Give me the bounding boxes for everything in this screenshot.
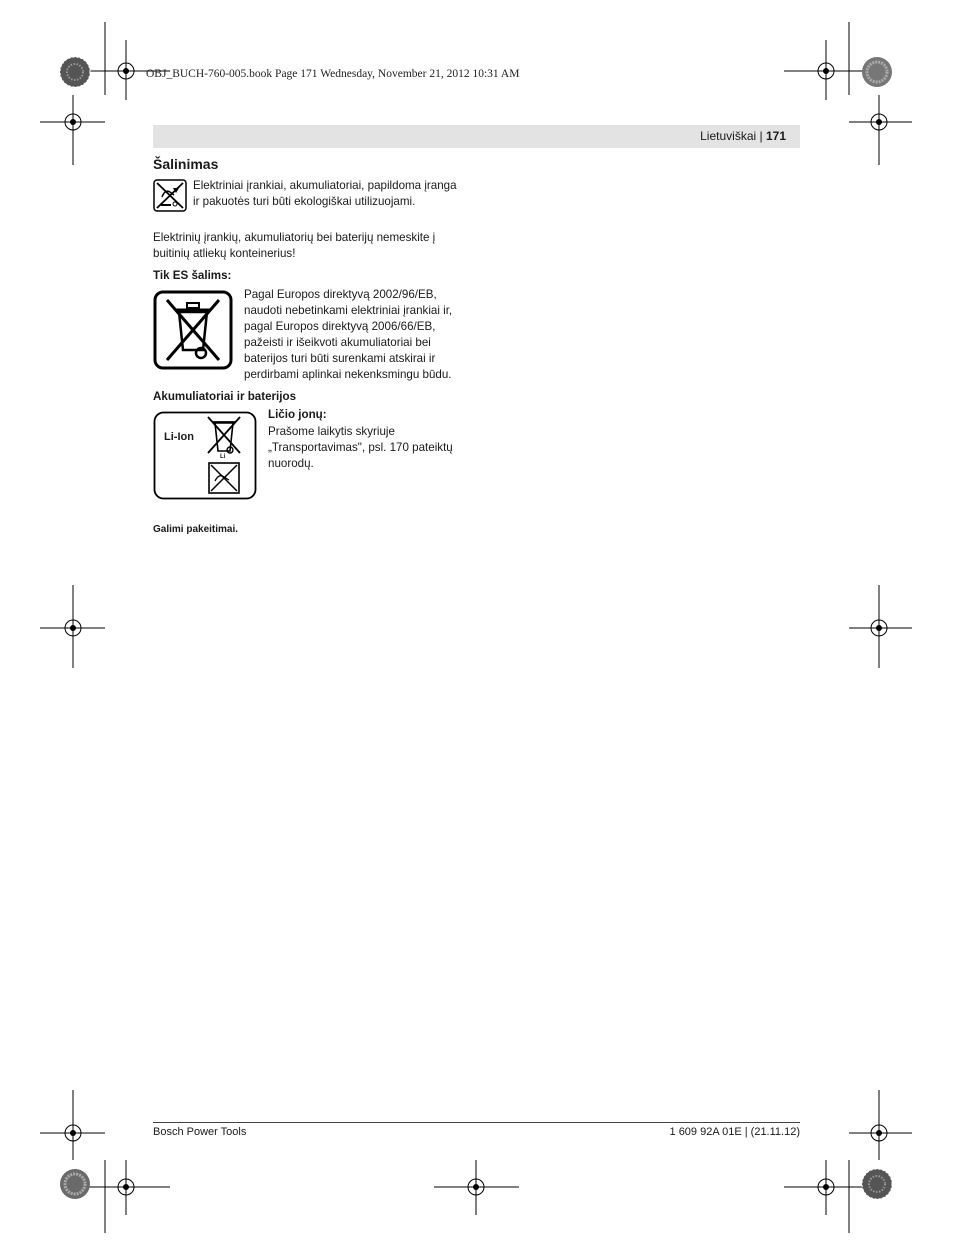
disposal-warning: Elektrinių įrankių, akumuliatorių bei baterijų nemeskite į buitinių atliekų konteinerius! — [153, 231, 436, 260]
changes-note: Galimi pakeitimai. — [153, 524, 239, 535]
footer-left: Bosch Power Tools — [153, 1126, 247, 1138]
running-head-language: Lietuviškai — [700, 129, 757, 143]
running-head-bar — [153, 125, 800, 148]
running-head-separator: | — [759, 129, 763, 143]
footer-right: 1 609 92A 01E | (21.11.12) — [669, 1126, 800, 1138]
disposal-intro: Elektriniai įrankiai, akumuliatoriai, papildoma įranga ir pakuotės turi būti ekologiškai utilizuojami. — [193, 179, 457, 208]
print-header: OBJ_BUCH-760-005.book Page 171 Wednesday, November 21, 2012 10:31 AM — [146, 68, 520, 80]
footer-rule — [153, 1122, 800, 1123]
eu-text: Pagal Europos direktyvą 2002/96/EB, naudoti nebetinkami elektriniai įrankiai ir, pagal Europos direktyvą 2006/66/EB, pažeisti ir išeikvoti akumuliatoriai bei baterijos turi būti surenkami atskirai ir perdirbami aplinkai nekenksmingu būdu. — [244, 288, 453, 381]
li-ion-text: Prašome laikytis skyriuje „Transportavimas", psl. 170 pateiktų nuorodų. — [268, 425, 453, 470]
page-number: 171 — [765, 129, 786, 143]
crossed-bin-icon — [153, 290, 233, 370]
li-small-label: Li — [220, 454, 226, 460]
li-ion-icon — [153, 411, 257, 500]
section-title: Šalinimas — [153, 156, 219, 172]
battery-heading: Akumuliatoriai ir baterijos — [153, 390, 297, 403]
recycling-icon — [153, 179, 187, 212]
li-ion-heading: Ličio jonų: — [268, 408, 327, 421]
eu-heading: Tik ES šalims: — [153, 269, 232, 282]
li-ion-label: Li-Ion — [164, 431, 194, 443]
running-head — [700, 129, 786, 143]
